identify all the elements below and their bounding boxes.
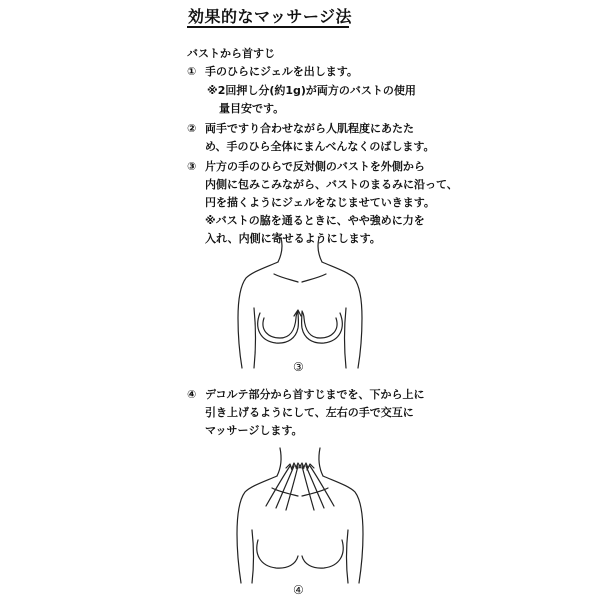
- step-4-line-1: デコルテ部分から首すじまでを、下から上に: [205, 388, 425, 401]
- bust-massage-illustration: [230, 238, 370, 368]
- figure-3-label: ③: [293, 360, 304, 374]
- step-3-line-3: 円を描くようにジェルをなじませていきます。: [205, 196, 435, 209]
- step-3-number: ③: [187, 160, 197, 173]
- step-4-line-2: 引き上げるようにして、左右の手で交互に: [205, 406, 414, 419]
- step-1-line-1: 手のひらにジェルを出します。: [205, 65, 358, 78]
- step-1-line-2: ※2回押し分(約1g)が両方のバストの使用: [207, 84, 416, 97]
- step-1-line-3: 量目安です。: [219, 102, 285, 115]
- step-3-line-5: 入れ、内側に寄せるようにします。: [205, 232, 381, 245]
- neck-massage-illustration: [230, 448, 370, 583]
- step-3-line-1: 片方の手のひらで反対側のバストを外側から: [205, 160, 425, 173]
- step-2-number: ②: [187, 122, 197, 135]
- step-3-line-4: ※バストの脇を通るときに、やや強めに力を: [205, 214, 425, 227]
- step-1-number: ①: [187, 65, 197, 78]
- step-2-line-2: め、手のひら全体にまんべんなくのばします。: [205, 140, 435, 153]
- step-4-line-3: マッサージします。: [205, 424, 303, 437]
- step-4-number: ④: [187, 388, 197, 401]
- figure-4-label: ④: [293, 583, 304, 597]
- title-underline: [187, 26, 349, 28]
- page-title: 効果的なマッサージ法: [188, 7, 353, 26]
- step-3-line-2: 内側に包みこみながら、バストのまるみに沿って、: [205, 178, 458, 191]
- step-2-line-1: 両手ですり合わせながら人肌程度にあたた: [205, 122, 414, 135]
- section-heading: バストから首すじ: [187, 47, 275, 60]
